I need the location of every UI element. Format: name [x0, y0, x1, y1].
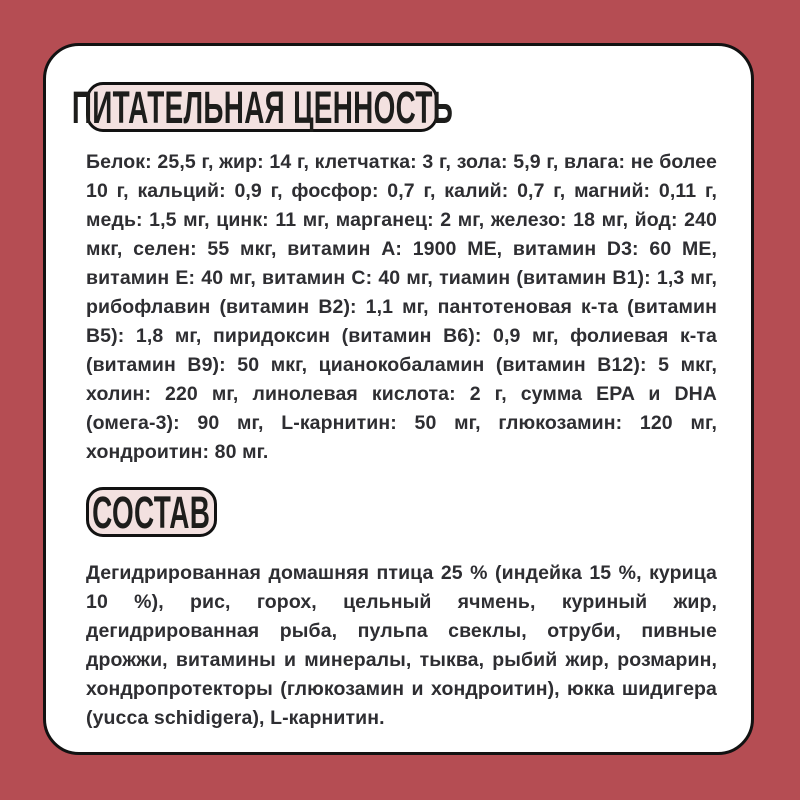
nutrition-section-badge — [71, 81, 453, 133]
nutrition-section-title: ПИТАТЕЛЬНАЯ ЦЕННОСТЬ — [71, 81, 453, 133]
nutrition-values-text: Белок: 25,5 г, жир: 14 г, клетчатка: 3 г, зола: 5,9 г, влага: не более 10 г, кальций: 0,9 г, фосфор: 0,7 г, калий: 0,7 г, магний: 0,11 г, медь: 1,5 мг, цинк: 11 мг, марганец: 2 мг, железо: 18 мг, йод: 240 мкг, селен: 55 мкг, витамин А: 1900 МЕ, витамин D3: 60 МЕ, витамин Е: 40 мг, витамин С: 40 мг, тиамин (витамин В1): 1,3 мг, рибофлавин (витамин В2): 1,1 мг, пантотеновая к-та (витамин В5): 1,8 мг, пиридоксин (витамин В6): 0,9 мг, фолиевая к-та (витамин В9): 50 мкг, цианокобаламин (витамин В12): 5 мкг, холин: 220 мг, линолевая кислота: 2 г, сумма EPA и DHA (омега-3): 90 мг, L-карнитин: 50 мг, глюкозамин: 120 мг, хондроитин: 80 мг. — [86, 151, 717, 463]
nutrition-label-card — [43, 43, 754, 755]
composition-section-badge — [86, 487, 217, 537]
composition-ingredients-text: Дегидрированная домашняя птица 25 % (индейка 15 %, курица 10 %), рис, горох, цельный ячмень, куриный жир, дегидрированная рыба, пульпа свеклы, отруби, пивные дрожжи, витамины и минералы, тыква, рыбий жир, розмарин, хондропротекторы (глюкозамин и хондроитин), юкка шидигера (yucca schidigera), L-карнитин. — [86, 562, 717, 729]
composition-section — [86, 486, 717, 733]
nutrition-section — [71, 81, 717, 467]
composition-section-title: СОСТАВ — [92, 486, 211, 538]
